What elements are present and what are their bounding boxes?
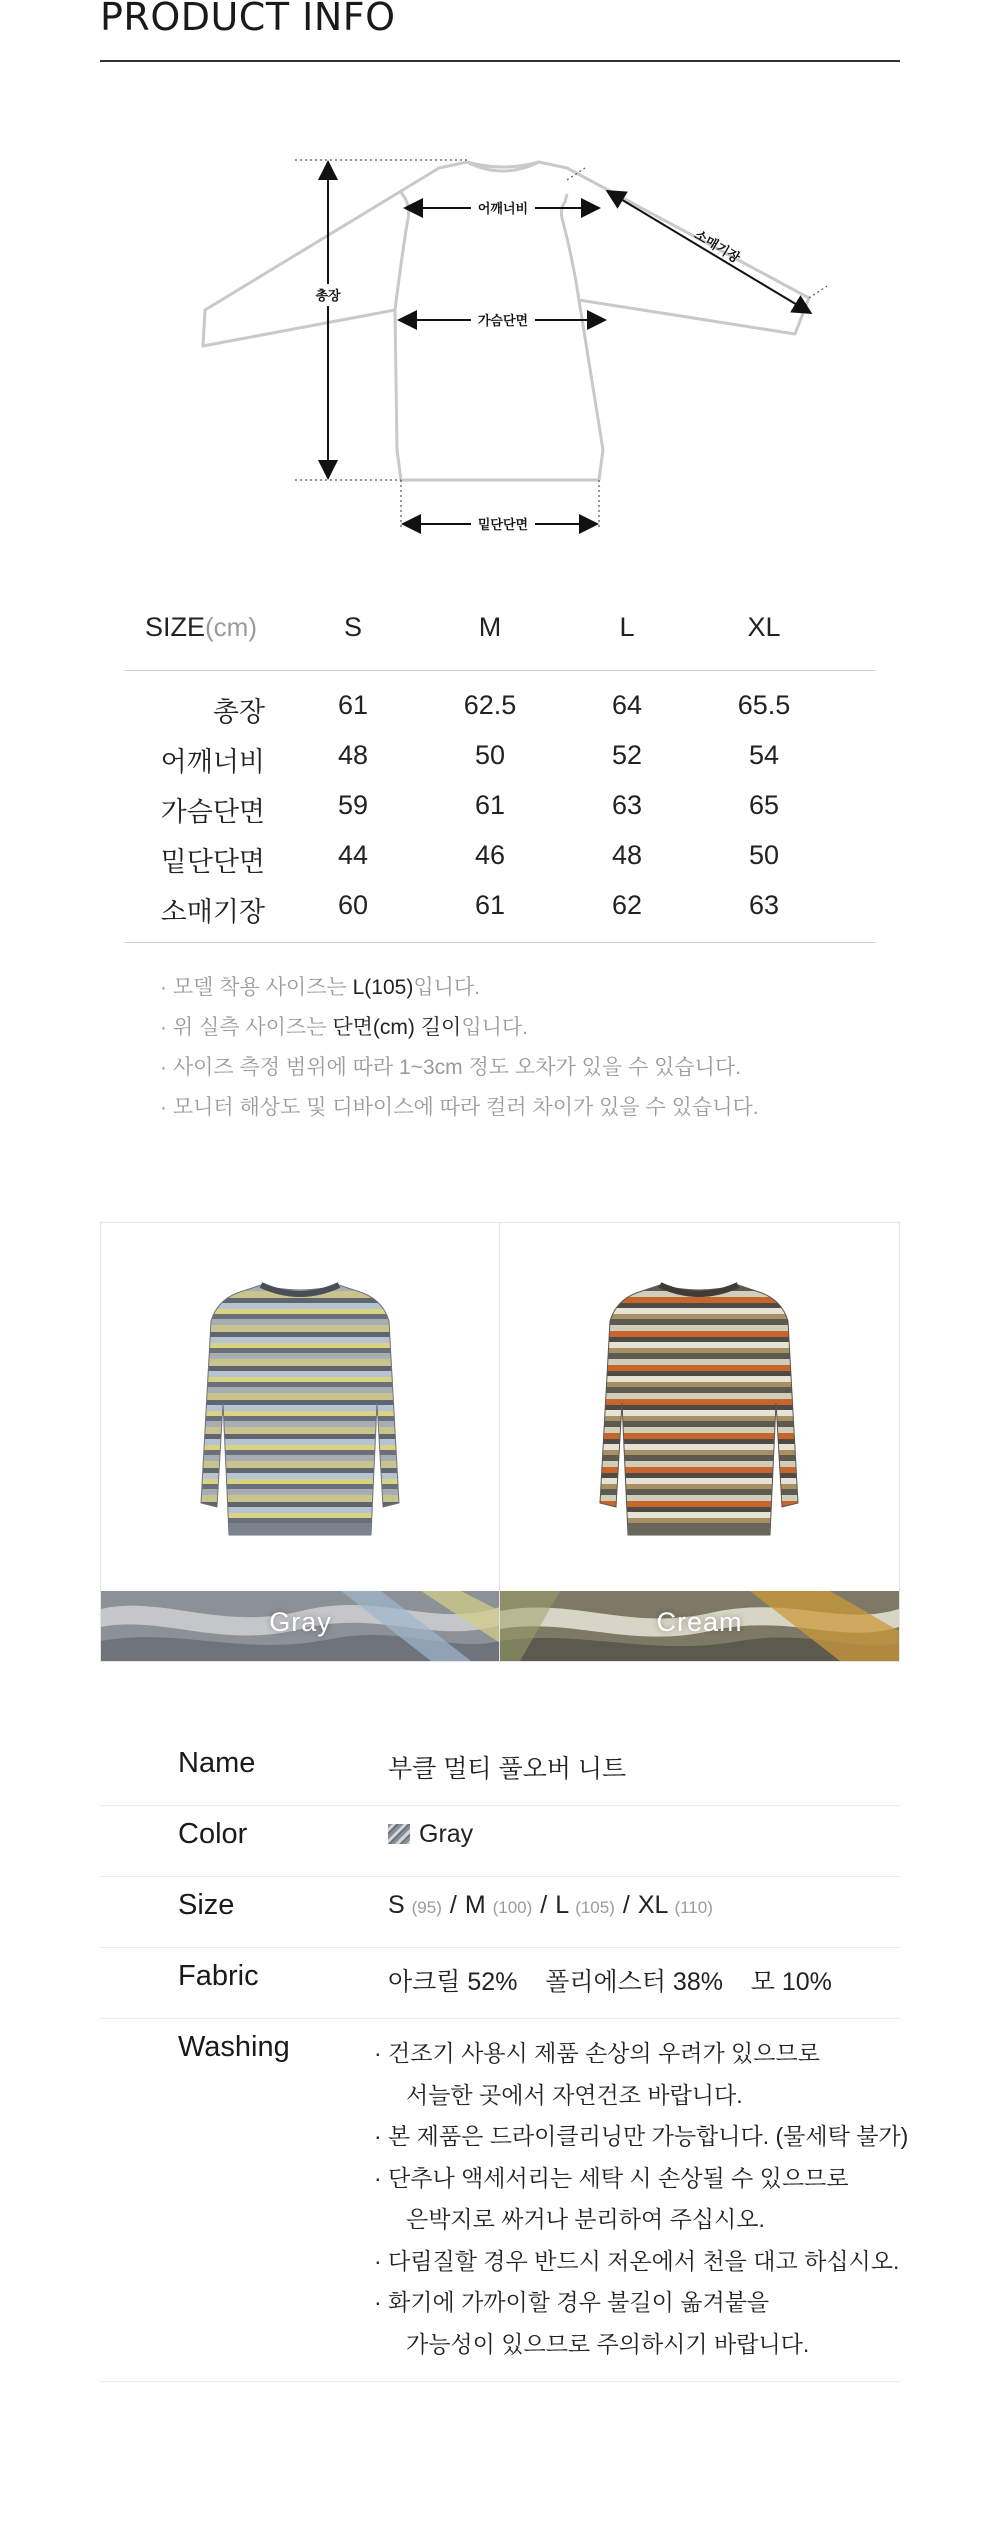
- cell: 61: [474, 790, 506, 820]
- info-row-size: [100, 1877, 900, 1948]
- size-table-rule-bottom: [125, 942, 875, 943]
- list-item: · 단추나 액세서리는 세탁 시 손상될 수 있으므로 은박지로 싸거나 분리하여 주십시오.: [374, 2164, 849, 2232]
- table-row: [125, 690, 875, 740]
- info-row-name: [100, 1735, 900, 1806]
- cell: 54: [748, 740, 780, 770]
- note-tolerance: · 사이즈 측정 범위에 따라 1~3cm 정도 오차가 있을 수 있습니다.: [160, 1056, 742, 1079]
- cell: 61: [337, 690, 369, 720]
- note-measure-unit: · 위 실측 사이즈는 단면(cm) 길이입니다.: [160, 1016, 529, 1039]
- sweater-image-cream: [500, 1223, 899, 1591]
- info-row-color: [100, 1806, 900, 1877]
- row-label: 가슴단면: [160, 797, 265, 827]
- col-m: M: [478, 612, 502, 642]
- washing-instructions: [374, 2033, 909, 2365]
- size-head-unit: (cm): [205, 612, 257, 642]
- cell: 62.5: [463, 690, 517, 720]
- product-info-table: [100, 1735, 909, 2382]
- note-model-size: · 모델 착용 사이즈는 L(105)입니다.: [160, 976, 481, 999]
- row-label: 어깨너비: [160, 747, 265, 777]
- sweater-image-gray: [101, 1223, 500, 1591]
- info-label-fabric: Fabric: [178, 1960, 259, 1992]
- size-head-label: SIZE: [145, 612, 206, 642]
- info-value-size: S (95) / M (100) / L (105) / XL (110): [388, 1891, 713, 1919]
- info-row-fabric: [100, 1948, 900, 2019]
- info-row-washing: [100, 2019, 909, 2382]
- color-name-cream: Cream: [656, 1607, 743, 1637]
- info-label-color: Color: [178, 1818, 248, 1850]
- row-label: 총장: [212, 697, 265, 727]
- cell: 60: [337, 890, 369, 920]
- table-row: [125, 740, 875, 790]
- cell: 63: [611, 790, 643, 820]
- cell: 65.5: [737, 690, 791, 720]
- cell: 50: [748, 840, 780, 870]
- size-table-rule-top: [125, 670, 875, 671]
- info-value-name: 부클 멀티 풀오버 니트: [388, 1755, 627, 1783]
- label-sleeve: 소매기장: [691, 227, 743, 267]
- cell: 64: [611, 690, 643, 720]
- color-swatch-icon: [388, 1824, 410, 1844]
- cell: 50: [474, 740, 506, 770]
- label-shoulder: 어깨너비: [477, 202, 529, 217]
- cell: 62: [611, 890, 643, 920]
- label-chest: 가슴단면: [477, 314, 529, 329]
- page-title: PRODUCT INFO: [100, 0, 396, 39]
- cell: 46: [474, 840, 506, 870]
- list-item: · 건조기 사용시 제품 손상의 우려가 있으므로 서늘한 곳에서 자연건조 바랍니다.: [374, 2040, 820, 2108]
- size-diagram: [195, 150, 845, 550]
- info-label-name: Name: [178, 1747, 256, 1779]
- color-panel-gray: [100, 1222, 501, 1662]
- info-label-size: Size: [178, 1889, 235, 1921]
- row-label: 소매기장: [160, 897, 265, 927]
- cell: 52: [611, 740, 643, 770]
- cell: 44: [337, 840, 369, 870]
- size-table-header: [125, 612, 875, 652]
- info-label-washing: Washing: [178, 2031, 290, 2063]
- color-panel-cream: [499, 1222, 900, 1662]
- cell: 59: [337, 790, 369, 820]
- info-value-fabric: 아크릴 52% 폴리에스터 38% 모 10%: [388, 1968, 832, 1996]
- col-xl: XL: [747, 612, 781, 642]
- title-divider: [100, 60, 900, 62]
- row-label: 밑단단면: [160, 847, 265, 877]
- cell: 65: [748, 790, 780, 820]
- size-notes: [160, 968, 880, 1128]
- col-s: S: [343, 612, 362, 642]
- table-row: [125, 840, 875, 890]
- table-row: [125, 790, 875, 840]
- list-item: · 화기에 가까이할 경우 불길이 옮겨붙을 가능성이 있으므로 주의하시기 바랍니다.: [374, 2289, 810, 2357]
- table-row: [125, 890, 875, 940]
- list-item: · 다림질할 경우 반드시 저온에서 천을 대고 하십시오.: [374, 2247, 900, 2274]
- cell: 61: [474, 890, 506, 920]
- label-hem: 밑단단면: [477, 518, 529, 533]
- col-l: L: [619, 612, 635, 642]
- cell: 48: [337, 740, 369, 770]
- list-item: · 본 제품은 드라이클리닝만 가능합니다. (물세탁 불가): [374, 2123, 909, 2149]
- note-monitor-color: · 모니터 해상도 및 디바이스에 따라 컬러 차이가 있을 수 있습니다.: [160, 1096, 759, 1119]
- color-name-gray: Gray: [269, 1607, 332, 1637]
- cell: 48: [611, 840, 643, 870]
- label-total-length: 총장: [315, 289, 341, 304]
- info-value-color: Gray: [388, 1820, 473, 1849]
- cell: 63: [748, 890, 780, 920]
